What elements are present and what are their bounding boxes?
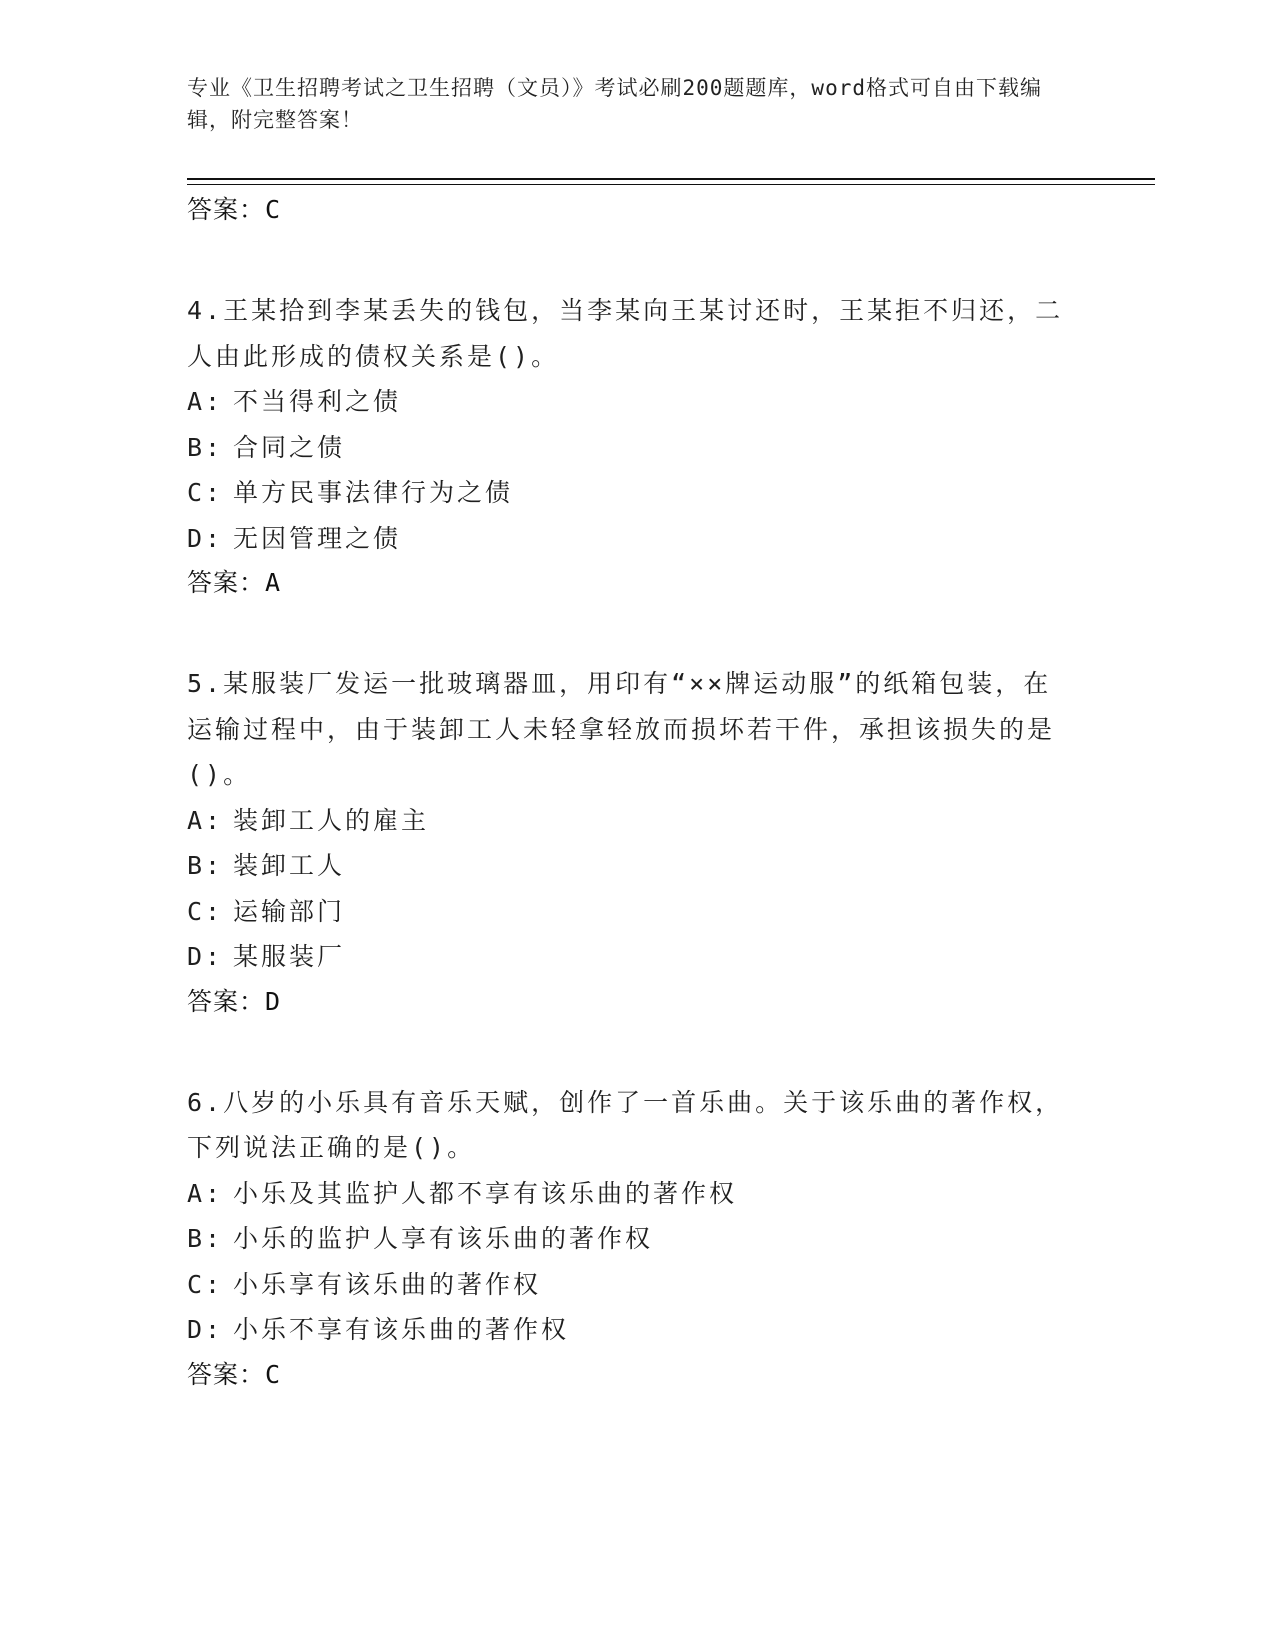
- option-text: 小乐享有该乐曲的著作权: [233, 1269, 542, 1299]
- option-d: [187, 1307, 1067, 1353]
- option-key: A:: [187, 387, 224, 416]
- option-key: D:: [187, 1315, 224, 1344]
- question-stem: 5.某服装厂发运一批玻璃器皿，用印有“××牌运动服”的纸箱包装，在运输过程中，由于装卸工人未轻拿轻放而损坏若干件，承担该损失的是()。: [187, 669, 1056, 789]
- question-stem: 6.八岁的小乐具有音乐天赋，创作了一首乐曲。关于该乐曲的著作权，下列说法正确的是()。: [187, 1087, 1064, 1162]
- option-text: 无因管理之债: [233, 523, 402, 553]
- option-key: C:: [187, 896, 224, 926]
- option-text: 小乐及其监护人都不享有该乐曲的著作权: [233, 1178, 738, 1208]
- option-text: 小乐的监护人享有该乐曲的著作权: [233, 1224, 654, 1253]
- question-block: [187, 288, 1067, 603]
- answer-value: A: [265, 568, 282, 597]
- option-b: [187, 843, 1067, 889]
- answer-label: 答案：: [187, 195, 266, 224]
- option-key: D:: [187, 942, 224, 971]
- option-key: A:: [187, 1178, 224, 1208]
- option-text: 合同之债: [233, 432, 346, 462]
- answer-line: [187, 1355, 1067, 1395]
- answer-line: [187, 982, 1067, 1022]
- answer-line: [187, 190, 1067, 230]
- question-block: [187, 1080, 1067, 1395]
- option-text: 某服装厂: [233, 942, 346, 971]
- header-divider-thick: [187, 178, 1155, 180]
- header-divider-thin: [187, 184, 1155, 185]
- option-a: [187, 379, 1067, 425]
- option-d: [187, 516, 1067, 562]
- answer-value: C: [265, 1359, 282, 1389]
- question-stem: 4.王某拾到李某丢失的钱包，当李某向王某讨还时，王某拒不归还，二人由此形成的债权关系是()。: [187, 296, 1064, 371]
- answer-value: D: [265, 986, 282, 1016]
- option-text: 运输部门: [233, 896, 346, 926]
- question-block: [187, 661, 1067, 1022]
- option-key: B:: [187, 851, 224, 880]
- option-c: [187, 470, 1067, 516]
- option-text: 单方民事法律行为之债: [233, 478, 514, 507]
- answer-label: 答案：: [187, 1359, 266, 1389]
- document-header: 专业《卫生招聘考试之卫生招聘（文员）》考试必刷200题题库，word格式可自由下载编辑，附完整答案！: [187, 76, 1042, 132]
- option-key: A:: [187, 805, 224, 835]
- option-key: B:: [187, 1224, 224, 1253]
- option-d: [187, 934, 1067, 980]
- option-b: [187, 1216, 1067, 1262]
- option-b: [187, 425, 1067, 471]
- answer-label: 答案：: [187, 986, 266, 1016]
- answer-line: [187, 563, 1067, 603]
- option-key: D:: [187, 523, 224, 553]
- option-c: [187, 889, 1067, 935]
- option-text: 不当得利之债: [233, 387, 402, 416]
- option-text: 装卸工人: [233, 851, 346, 880]
- option-key: C:: [187, 1269, 224, 1299]
- option-c: [187, 1262, 1067, 1308]
- option-key: B:: [187, 432, 224, 462]
- option-a: [187, 1171, 1067, 1217]
- option-text: 小乐不享有该乐曲的著作权: [233, 1315, 570, 1344]
- question-list: [187, 190, 1067, 1395]
- option-key: C:: [187, 478, 224, 507]
- answer-label: 答案：: [187, 568, 266, 597]
- option-a: [187, 798, 1067, 844]
- option-text: 装卸工人的雇主: [233, 805, 430, 835]
- answer-value: C: [265, 195, 282, 224]
